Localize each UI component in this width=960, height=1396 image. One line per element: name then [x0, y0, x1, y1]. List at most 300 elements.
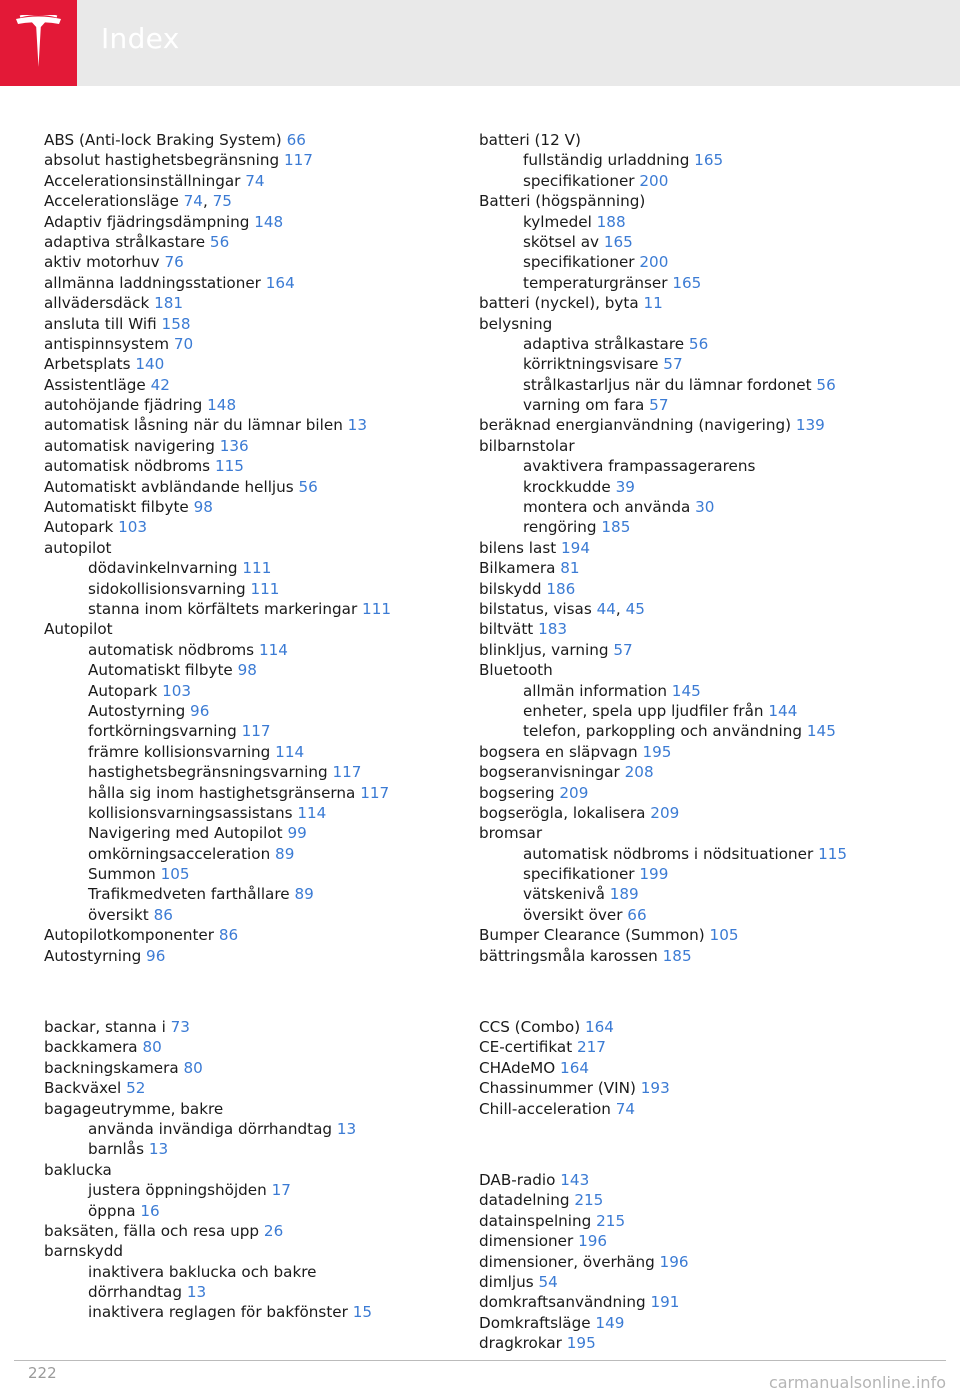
index-term: Bumper Clearance (Summon): [479, 926, 705, 945]
index-term: Autostyrning: [88, 701, 186, 720]
index-term: adaptiva strålkastare: [523, 334, 685, 353]
index-entry: [479, 742, 949, 762]
index-term: allmän information: [523, 681, 667, 700]
page-separator: ,: [615, 599, 621, 618]
index-entry: [479, 762, 949, 782]
index-entry: [44, 1099, 454, 1119]
page-reference-link[interactable]: 114: [297, 803, 327, 822]
page-reference-link[interactable]: 89: [275, 844, 295, 863]
index-subentry: [479, 497, 949, 517]
page-reference-link[interactable]: 185: [601, 518, 631, 537]
index-entry: [479, 538, 949, 558]
page-reference-link[interactable]: 96: [190, 701, 210, 720]
index-term: dimensioner: [479, 1232, 574, 1251]
index-term: montera och använda: [523, 498, 691, 517]
page-reference-link[interactable]: 117: [283, 151, 313, 170]
index-entry: [44, 171, 454, 191]
index-term: automatisk nödbroms: [88, 640, 255, 659]
page-reference-link[interactable]: 117: [241, 722, 271, 741]
index-entry: [479, 599, 949, 619]
index-term: Summon: [88, 865, 156, 884]
page-reference-link[interactable]: 74: [183, 192, 203, 211]
index-entry: [479, 1017, 949, 1037]
index-term: backar, stanna i: [44, 1018, 166, 1037]
index-entry: [479, 1333, 949, 1353]
page-reference-link[interactable]: 56: [816, 375, 836, 394]
index-term: bagageutrymme, bakre: [44, 1099, 224, 1118]
page-reference-link[interactable]: 13: [336, 1119, 357, 1138]
index-term: Chill-acceleration: [479, 1099, 611, 1118]
section-gap: [479, 1119, 949, 1170]
page-reference-link[interactable]: 80: [142, 1038, 162, 1057]
index-term: inaktivera reglagen för bakfönster: [88, 1303, 348, 1322]
index-entry: [44, 273, 454, 293]
page-reference-link[interactable]: 143: [560, 1170, 590, 1189]
index-term: barnskydd: [44, 1242, 123, 1261]
index-entry: [479, 1211, 949, 1231]
page-reference-link[interactable]: 158: [161, 314, 191, 333]
index-entry: [44, 354, 454, 374]
index-entry: [44, 252, 454, 272]
index-entry: [479, 1099, 949, 1119]
index-entry: [44, 293, 454, 313]
index-entry: [479, 1313, 949, 1333]
index-subentry: [479, 681, 949, 701]
page-reference-link[interactable]: 208: [624, 763, 654, 782]
index-subentry: [44, 823, 454, 843]
index-term: CE-certifikat: [479, 1038, 573, 1057]
page-reference-link[interactable]: 76: [164, 253, 184, 272]
index-term: bilbarnstolar: [479, 436, 575, 455]
index-subentry: [479, 334, 949, 354]
index-subentry: [479, 212, 949, 232]
index-entry: [479, 314, 949, 334]
page-reference-link[interactable]: 42: [150, 375, 170, 394]
index-entry: [44, 456, 454, 476]
page-reference-link[interactable]: 56: [688, 334, 709, 353]
page-reference-link[interactable]: 66: [627, 905, 647, 924]
index-term: antispinnsystem: [44, 334, 170, 353]
page-reference-link[interactable]: 56: [298, 477, 318, 496]
page-reference-link[interactable]: 57: [613, 640, 633, 659]
page-reference-link[interactable]: 200: [639, 171, 669, 190]
index-subentry: [44, 742, 454, 762]
index-subentry: [44, 803, 454, 823]
index-term: Navigering med Autopilot: [88, 824, 283, 843]
page-reference-link[interactable]: 188: [596, 212, 626, 231]
index-term: bilens last: [479, 538, 557, 557]
index-term: krockkudde: [523, 477, 611, 496]
page-reference-link[interactable]: 194: [561, 538, 591, 557]
page-reference-link[interactable]: 115: [818, 844, 848, 863]
index-term: aktiv motorhuv: [44, 253, 160, 272]
section-gap: [44, 966, 454, 1017]
page-reference-link[interactable]: 164: [560, 1058, 590, 1077]
page-reference-link[interactable]: 148: [207, 396, 237, 415]
index-term: Automatiskt filbyte: [88, 661, 233, 680]
page-reference-link[interactable]: 74: [245, 171, 265, 190]
index-entry: [479, 1190, 949, 1210]
page-reference-link[interactable]: 98: [237, 661, 257, 680]
page-reference-link[interactable]: 86: [153, 905, 173, 924]
index-subentry: [479, 456, 949, 476]
index-term: beräknad energianvändning (navigering): [479, 416, 792, 435]
index-entry: [44, 925, 454, 945]
index-entry: [479, 130, 949, 150]
index-term: specifikationer: [523, 865, 635, 884]
page-reference-link[interactable]: 11: [643, 294, 663, 313]
index-subentry: [44, 558, 454, 578]
index-term: stanna inom körfältets markeringar: [88, 599, 358, 618]
index-term: dödavinkelnvarning: [88, 559, 238, 578]
index-subentry: [44, 1180, 454, 1200]
index-entry: [44, 375, 454, 395]
index-term: Domkraftsläge: [479, 1313, 591, 1332]
page-reference-link[interactable]: 16: [140, 1201, 160, 1220]
page-reference-link[interactable]: 200: [639, 253, 669, 272]
page-reference-link[interactable]: 164: [265, 273, 295, 292]
index-entry: [479, 558, 949, 578]
page-reference-link[interactable]: 81: [560, 559, 580, 578]
index-term: absolut hastighetsbegränsning: [44, 151, 280, 170]
index-term: Assistentläge: [44, 375, 146, 394]
page-reference-link[interactable]: 89: [294, 885, 314, 904]
index-term: automatisk navigering: [44, 436, 215, 455]
index-entry: [479, 1231, 949, 1251]
page-reference-link[interactable]: 52: [126, 1079, 146, 1098]
index-term: bättringsmåla karossen: [479, 946, 658, 965]
index-entry: [479, 1272, 949, 1292]
page-separator: ,: [202, 192, 208, 211]
index-subentry: [479, 395, 949, 415]
index-term: Backväxel: [44, 1079, 122, 1098]
index-column-right: [479, 130, 949, 1353]
page-reference-link[interactable]: 139: [795, 416, 825, 435]
page-reference-link[interactable]: 164: [584, 1018, 614, 1037]
page-reference-link[interactable]: 145: [671, 681, 701, 700]
index-term: datainspelning: [479, 1211, 592, 1230]
index-term: Chassinummer (VIN): [479, 1079, 636, 1098]
index-term: avaktivera frampassagerarens: [523, 457, 756, 476]
index-entry: [479, 579, 949, 599]
index-entry: [479, 1170, 949, 1190]
watermark: carmanualsonline.info: [768, 1373, 946, 1392]
page-reference-link[interactable]: 105: [709, 926, 739, 945]
page-reference-link[interactable]: 13: [186, 1283, 207, 1302]
index-entry: [479, 415, 949, 435]
index-term: kollisionsvarningsassistans: [88, 803, 293, 822]
index-term: allvädersdäck: [44, 294, 150, 313]
page-reference-link[interactable]: 148: [254, 212, 284, 231]
index-entry: [479, 1078, 949, 1098]
index-term: fortkörningsvarning: [88, 722, 237, 741]
index-subentry: [44, 579, 454, 599]
index-term: autohöjande fjädring: [44, 396, 203, 415]
index-entry: [44, 314, 454, 334]
tesla-logo: [0, 0, 77, 86]
index-term: justera öppningshöjden: [88, 1181, 267, 1200]
page-reference-link[interactable]: 144: [768, 701, 798, 720]
index-term: Autopark: [88, 681, 158, 700]
page-reference-link[interactable]: 145: [806, 722, 836, 741]
index-term: blinkljus, varning: [479, 640, 609, 659]
index-term: batteri (12 V): [479, 131, 581, 149]
index-term: bromsar: [479, 824, 543, 843]
index-term: bogserögla, lokalisera: [479, 803, 646, 822]
index-entry: [44, 436, 454, 456]
index-subentry: [44, 1262, 454, 1282]
index-term: bogsera en släpvagn: [479, 742, 638, 761]
page-reference-link[interactable]: 209: [650, 803, 680, 822]
index-term: bilskydd: [479, 579, 542, 598]
page-reference-link[interactable]: 111: [362, 599, 392, 618]
index-entry: [44, 619, 454, 639]
page-reference-link[interactable]: 103: [118, 518, 148, 537]
index-entry: [44, 1017, 454, 1037]
index-term: använda invändiga dörrhandtag: [88, 1119, 333, 1138]
index-entry: [44, 1078, 454, 1098]
index-term: omkörningsacceleration: [88, 844, 271, 863]
page-reference-link[interactable]: 96: [146, 946, 166, 965]
index-term: körriktningsvisare: [523, 355, 659, 374]
index-term: sidokollisionsvarning: [88, 579, 246, 598]
index-term: främre kollisionsvarning: [88, 742, 271, 761]
index-term: hastighetsbegränsningsvarning: [88, 763, 328, 782]
page-reference-link[interactable]: 105: [160, 865, 190, 884]
index-term: kylmedel: [523, 212, 592, 231]
index-term: specifikationer: [523, 253, 635, 272]
index-term: rengöring: [523, 518, 597, 537]
index-subentry: [44, 599, 454, 619]
index-subentry: [479, 844, 949, 864]
page-reference-link[interactable]: 199: [639, 865, 669, 884]
index-subentry: [479, 171, 949, 191]
index-term: bogseranvisningar: [479, 763, 620, 782]
page-reference-link[interactable]: 193: [640, 1079, 670, 1098]
index-entry: [44, 477, 454, 497]
page-reference-link[interactable]: 165: [672, 273, 702, 292]
index-subentry: [479, 252, 949, 272]
index-subentry: [479, 375, 949, 395]
index-term: temperaturgränser: [523, 273, 668, 292]
page-reference-link[interactable]: 26: [263, 1221, 284, 1240]
page-reference-link[interactable]: 15: [352, 1303, 373, 1322]
page-reference-link[interactable]: 115: [214, 457, 244, 476]
page-title: Index: [101, 22, 180, 55]
page-reference-link[interactable]: 183: [538, 620, 568, 639]
index-term: barnlås: [88, 1140, 144, 1159]
index-term: CCS (Combo): [479, 1018, 581, 1037]
index-subentry: [479, 884, 949, 904]
index-subentry: [44, 660, 454, 680]
page-reference-link[interactable]: 149: [595, 1313, 625, 1332]
page-reference-link[interactable]: 117: [360, 783, 390, 802]
index-entry: [44, 1241, 454, 1261]
index-term: CHAdeMO: [479, 1058, 556, 1077]
page-reference-link[interactable]: 165: [694, 151, 724, 170]
page-reference-link[interactable]: 98: [193, 498, 213, 517]
index-entry: [479, 946, 949, 966]
index-entry: [44, 497, 454, 517]
index-entry: [479, 783, 949, 803]
page-reference-link[interactable]: 56: [209, 232, 230, 251]
page-reference-link[interactable]: 99: [287, 824, 307, 843]
page-reference-link[interactable]: 114: [275, 742, 305, 761]
index-term: allmänna laddningsstationer: [44, 273, 261, 292]
index-term: Bluetooth: [479, 661, 553, 680]
page-reference-link[interactable]: 117: [332, 763, 362, 782]
page-reference-link[interactable]: 111: [250, 579, 280, 598]
index-term: dimljus: [479, 1272, 534, 1291]
index-subentry: [44, 1201, 454, 1221]
page-reference-link[interactable]: 57: [663, 355, 683, 374]
page-reference-link[interactable]: 13: [347, 416, 367, 435]
page-reference-link[interactable]: 45: [625, 599, 645, 618]
page-reference-link[interactable]: 191: [650, 1293, 680, 1312]
index-term: strålkastarljus när du lämnar fordonet: [523, 375, 812, 394]
index-subentry: [479, 701, 949, 721]
page-reference-link[interactable]: 74: [615, 1099, 636, 1118]
index-term: Adaptiv fjädringsdämpning: [44, 212, 250, 231]
index-term: skötsel av: [523, 232, 600, 251]
index-subentry: [44, 721, 454, 741]
index-term: Batteri (högspänning): [479, 192, 646, 211]
index-term: dörrhandtag: [88, 1283, 182, 1302]
index-entry: [44, 212, 454, 232]
index-term: domkraftsanvändning: [479, 1293, 646, 1312]
footer-divider: [14, 1360, 946, 1361]
index-entry: [44, 395, 454, 415]
index-term: bilstatus, visas: [479, 599, 592, 618]
page-reference-link[interactable]: 39: [615, 477, 635, 496]
index-term: backningskamera: [44, 1058, 179, 1077]
page-reference-link[interactable]: 70: [173, 334, 194, 353]
index-entry: [44, 1160, 454, 1180]
index-term: Autopilotkomponenter: [44, 926, 214, 945]
page-reference-link[interactable]: 103: [162, 681, 192, 700]
page-reference-link[interactable]: 54: [538, 1272, 558, 1291]
page-reference-link[interactable]: 215: [574, 1191, 604, 1210]
page-reference-link[interactable]: 140: [135, 355, 165, 374]
page-reference-link[interactable]: 86: [218, 926, 239, 945]
index-term: backkamera: [44, 1038, 138, 1057]
page-reference-link[interactable]: 75: [212, 192, 232, 211]
index-entry: [479, 1037, 949, 1057]
tesla-logo-icon: [14, 15, 63, 71]
index-subentry: [44, 701, 454, 721]
page-reference-link[interactable]: 30: [695, 498, 715, 517]
index-subentry: [44, 640, 454, 660]
index-term: inaktivera baklucka och bakre: [88, 1262, 317, 1281]
page-reference-link[interactable]: 185: [662, 946, 692, 965]
index-entry: [479, 1252, 949, 1272]
index-entry: [44, 191, 454, 211]
index-subentry: [479, 721, 949, 741]
page-reference-link[interactable]: 209: [559, 783, 589, 802]
index-term: öppna: [88, 1201, 136, 1220]
index-term: Accelerationsläge: [44, 192, 179, 211]
page-reference-link[interactable]: 44: [596, 599, 616, 618]
index-entry: [44, 150, 454, 170]
index-term: dragkrokar: [479, 1334, 562, 1353]
index-entry: [44, 538, 454, 558]
page-reference-link[interactable]: 186: [546, 579, 576, 598]
index-term: telefon, parkoppling och användning: [523, 722, 803, 741]
index-subentry: [479, 232, 949, 252]
page-reference-link[interactable]: 80: [183, 1058, 203, 1077]
index-term: Accelerationsinställningar: [44, 171, 241, 190]
page-reference-link[interactable]: 195: [642, 742, 672, 761]
index-term: Autopilot: [44, 620, 113, 639]
index-term: Autostyrning: [44, 946, 142, 965]
page-reference-link[interactable]: 73: [170, 1018, 190, 1037]
section-gap: [479, 966, 949, 1017]
index-term: Arbetsplats: [44, 355, 131, 374]
index-entry: [479, 803, 949, 823]
index-term: varning om fara: [523, 396, 645, 415]
index-term: hålla sig inom hastighetsgränserna: [88, 783, 356, 802]
page-reference-link[interactable]: 13: [148, 1140, 169, 1159]
index-entry: [44, 517, 454, 537]
index-entry: [44, 415, 454, 435]
index-term: biltvätt: [479, 620, 534, 639]
index-subentry: [44, 1282, 454, 1302]
index-entry: [479, 925, 949, 945]
index-term: datadelning: [479, 1191, 570, 1210]
page-reference-link[interactable]: 165: [603, 232, 633, 251]
index-term: automatisk nödbroms: [44, 457, 211, 476]
page-reference-link[interactable]: 136: [219, 436, 249, 455]
index-subentry: [44, 905, 454, 925]
index-term: fullständig urladdning: [523, 151, 690, 170]
page-reference-link[interactable]: 114: [258, 640, 288, 659]
index-subentry: [479, 150, 949, 170]
index-entry: [479, 191, 949, 211]
index-entry: [44, 1221, 454, 1241]
index-subentry: [44, 884, 454, 904]
index-subentry: [479, 905, 949, 925]
index-term: Automatiskt avbländande helljus: [44, 477, 294, 496]
index-term: vätskenivå: [523, 885, 605, 904]
page-reference-link[interactable]: 17: [271, 1181, 291, 1200]
index-term: Bilkamera: [479, 559, 556, 578]
index-term: baksäten, fälla och resa upp: [44, 1221, 260, 1240]
index-column-left: [44, 130, 454, 1323]
index-entry: [44, 232, 454, 252]
index-term: autopilot: [44, 538, 112, 557]
index-term: baklucka: [44, 1160, 112, 1179]
page-reference-link[interactable]: 181: [154, 294, 184, 313]
index-subentry: [479, 864, 949, 884]
page-reference-link[interactable]: 196: [578, 1232, 608, 1251]
index-entry: [479, 619, 949, 639]
index-entry: [44, 334, 454, 354]
page-reference-link[interactable]: 189: [609, 885, 639, 904]
page-reference-link[interactable]: 111: [242, 559, 272, 578]
index-subentry: [44, 1302, 454, 1322]
index-subentry: [44, 1139, 454, 1159]
page-reference-link[interactable]: 66: [286, 131, 306, 149]
index-entry: [479, 436, 949, 456]
page-reference-link[interactable]: 57: [649, 396, 669, 415]
index-term: Trafikmedveten farthållare: [88, 885, 290, 904]
index-subentry: [479, 477, 949, 497]
index-subentry: [44, 783, 454, 803]
page-reference-link[interactable]: 196: [659, 1252, 689, 1271]
page-reference-link[interactable]: 215: [596, 1211, 626, 1230]
page-reference-link[interactable]: 195: [566, 1334, 596, 1353]
page-reference-link[interactable]: 217: [576, 1038, 606, 1057]
